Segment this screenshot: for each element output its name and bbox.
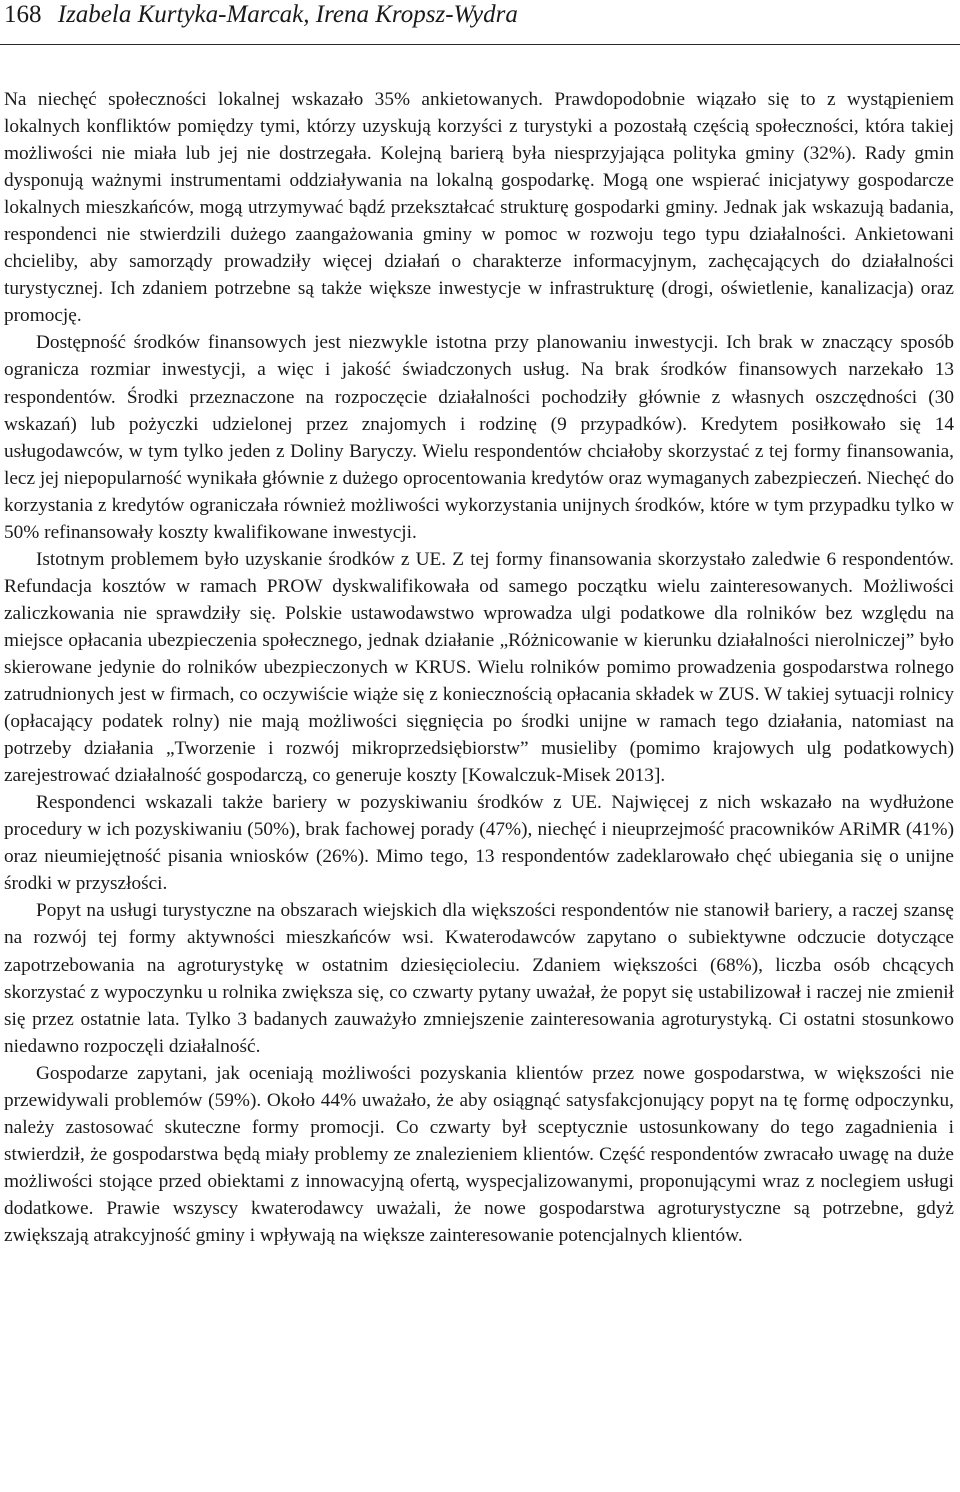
paragraph: Dostępność środków finansowych jest niezwykle istotna przy planowaniu inwestycji. Ich brak w znaczący sposób ogranicza rozmiar inwestycji, a więc i jakość świadczonych usług. Na brak środków finansowych narzekało 13 respondentów. Środki przeznaczone na rozpoczęcie działalności pochodziły głównie z własnych oszczędności (30 wskazań) lub pożyczki udzielonej przez znajomych i rodzinę (9 przypadków). Kredytem posiłkowało się 14 usługodawców, w tym tylko jeden z Doliny Baryczy. Wielu respondentów chciałoby skorzystać z tej formy finansowania, lecz jej niepopularność wynikała głównie z dużego oprocentowania kredytów oraz wymaganych zabezpieczeń. Niechęć do korzystania z kredytów ograniczała również możliwości wykorzystania unijnych środków, które w tym przypadku tylko w 50% refinansowały koszty kwalifikowane inwestycji.: [4, 332, 954, 543]
running-head-authors: Izabela Kurtyka-Marcak, Irena Kropsz-Wydra: [57, 1, 518, 28]
body-text: [4, 86, 954, 1249]
page-number: 168: [4, 1, 42, 28]
paragraph: Respondenci wskazali także bariery w pozyskiwaniu środków z UE. Najwięcej z nich wskazało na wydłużone procedury w ich pozyskiwaniu (50%), brak fachowej porady (47%), niechęć i nieuprzejmość pracowników ARiMR (41%) oraz nieumiejętność pisania wniosków (26%). Mimo tego, 13 respondentów zadeklarowało chęć ubiegania się o unijne środki w przyszłości.: [4, 792, 954, 895]
paragraph: Na niechęć społeczności lokalnej wskazało 35% ankietowanych. Prawdopodobnie wiązało się to z wystąpieniem lokalnych konfliktów pomiędzy tymi, którzy uzyskują korzyści z turystyki a pozostałą częścią społeczności, która takiej możliwości nie miała lub jej nie dostrzegała. Kolejną barierą była niesprzyjająca polityka gminy (32%). Rady gmin dysponują ważnymi instrumentami oddziaływania na lokalną gospodarkę. Mogą one wspierać inicjatywy gospodarcze lokalnych mieszkańców, mogą utrzymywać bądź przekształcać strukturę gospodarki gminy. Jednak jak wskazują badania, respondenci nie stwierdzili dużego zaangażowania gminy w pomoc w rozwoju tego typu działalności. Ankietowani chcieliby, aby samorządy prowadziły więcej działań o charakterze informacyjnym, zachęcających do działalności turystycznej. Ich zdaniem potrzebne są także większe inwestycje w infrastrukturę (drogi, oświetlenie, kanalizacja) oraz promocję.: [4, 89, 954, 327]
running-head: [4, 0, 954, 30]
header-rule: [0, 44, 960, 45]
paragraph: Popyt na usługi turystyczne na obszarach wiejskich dla większości respondentów nie stanowił bariery, a raczej szansę na rozwój tej formy aktywności mieszkańców wsi. Kwaterodawców zapytano o subiektywne odczucie dotyczące zapotrzebowania na agroturystykę w ostatnim dziesięcioleciu. Zdaniem większości (68%), liczba osób chcących skorzystać z wypoczynku u rolnika zwiększa się, co czwarty pytany uważał, że popyt się ustabilizował i raczej nie zmienił się przez ostatnie lata. Tylko 3 badanych zauważyło zmniejszenie zainteresowania agroturystyką. Ci ostatni stosunkowo niedawno rozpoczęli działalność.: [4, 900, 954, 1057]
paragraph: Gospodarze zapytani, jak oceniają możliwości pozyskania klientów przez nowe gospodarstwa, w większości nie przewidywali problemów (59%). Około 44% uważało, że aby osiągnąć satysfakcjonujący popyt na tę formę odpoczynku, należy zastosować skuteczne formy promocji. Co czwarty był sceptycznie ustosunkowany do tego zagadnienia i stwierdził, że gospodarstwa będą miały problemy ze znalezieniem klientów. Część respondentów zwracało uwagę na duże możliwości stojące przed obiektami z innowacyjną ofertą, wyspecjalizowanymi, proponującymi wraz z noclegiem usługi dodatkowe. Prawie wszyscy kwaterodawcy uważali, że nowe gospodarstwa agroturystyczne są potrzebne, gdyż zwiększają atrakcyjność gminy i wpływają na większe zainteresowanie potencjalnych klientów.: [4, 1062, 954, 1246]
paragraph: Istotnym problemem było uzyskanie środków z UE. Z tej formy finansowania skorzystało zaledwie 6 respondentów. Refundacja kosztów w ramach PROW dyskwalifikowała od samego początku wielu zainteresowanych. Możliwości zaliczkowania nie sprawdziły się. Polskie ustawodawstwo wprowadza ulgi podatkowe dla rolników bez względu na miejsce opłacania ubezpieczenia społecznego, jednak działanie „Różnicowanie w kierunku działalności nierolniczej” było skierowane jedynie do rolników ubezpieczonych w KRUS. Wielu rolników pomimo prowadzenia gospodarstwa rolnego zatrudnionych jest w firmach, co oczywiście wiąże się z koniecznością opłacania składek w ZUS. W takiej sytuacji rolnicy (opłacający podatek rolny) nie mają możliwości sięgnięcia po środki unijne w ramach tego działania, natomiast na potrzeby działania „Tworzenie i rozwój mikroprzedsiębiorstw” musieliby (pomimo krajowych ulg podatkowych) zarejestrować działalność gospodarczą, co generuje koszty [Kowalczuk-Misek 2013].: [4, 548, 954, 787]
